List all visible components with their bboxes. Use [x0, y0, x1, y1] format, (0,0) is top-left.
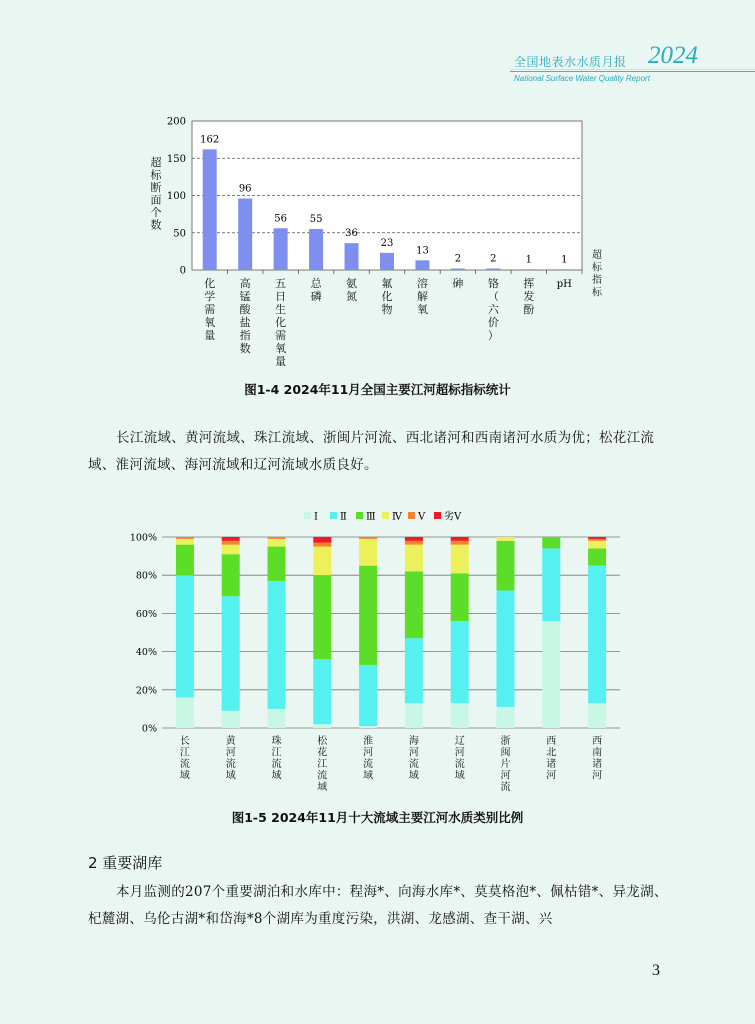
- bar: [380, 253, 394, 270]
- x-tick-label-char: 诸: [546, 759, 557, 770]
- stacked-segment: [588, 566, 606, 704]
- legend-swatch: [408, 512, 415, 519]
- x-tick-label: [240, 276, 252, 355]
- x-tick-label-char: 流: [500, 782, 511, 793]
- x-tick-label: [488, 277, 500, 342]
- x-tick-label: [204, 276, 215, 342]
- stacked-segment: [176, 537, 194, 539]
- y-tick-label: 60%: [135, 608, 157, 620]
- river-summary-paragraph: [88, 425, 678, 479]
- x-axis-label-char: 标: [592, 262, 602, 274]
- x-tick-label-char: 砷: [452, 277, 464, 290]
- x-tick-label: [592, 735, 602, 782]
- figure2-caption: 图1-5 2024年11月十大流域主要江河水质类别比例: [231, 810, 524, 825]
- x-tick-label-char: 浙: [500, 736, 511, 747]
- river-summary-text: 长江流域、黄河流域、珠江流域、浙闽片河流、西北诸河和西南诸河水质为优；松花江流域、淮河流域、海河流域和辽河流域水质良好。: [88, 430, 655, 473]
- legend-swatch: [330, 512, 337, 519]
- x-tick-label-char: 锰: [239, 290, 251, 303]
- y-axis-label-char: 面: [150, 193, 162, 207]
- stacked-segment: [405, 545, 423, 572]
- data-label: 2: [454, 253, 462, 265]
- legend-label: Ⅰ: [314, 511, 318, 523]
- legend-swatch: [434, 512, 441, 519]
- x-tick-label: [409, 734, 419, 782]
- stacked-segment: [542, 537, 560, 548]
- x-tick-label-char: 氟: [381, 277, 393, 290]
- y-tick-label: 40%: [135, 647, 157, 659]
- data-label: 55: [309, 214, 323, 226]
- stacked-segment: [176, 539, 194, 545]
- stacked-segment: [176, 545, 194, 576]
- x-tick-label-char: 河: [500, 770, 511, 782]
- x-tick-label-char: 溶: [416, 277, 428, 290]
- stacked-segment: [405, 537, 423, 541]
- x-tick-label-char: 五: [275, 277, 287, 290]
- data-label: 162: [200, 134, 220, 146]
- legend-label: Ⅱ: [340, 511, 347, 523]
- stacked-segment: [268, 539, 286, 547]
- stacked-segment: [313, 543, 331, 547]
- x-tick-label-char: 域: [408, 770, 419, 782]
- y-tick-label: 0%: [141, 723, 157, 735]
- stacked-segment: [268, 547, 286, 581]
- x-tick-label-char: 发: [523, 290, 535, 303]
- x-tick-label-char: 数: [239, 342, 251, 355]
- stacked-segment: [542, 548, 560, 621]
- x-tick-label-char: 河: [225, 747, 236, 759]
- stacked-segment: [588, 703, 606, 728]
- bar: [415, 260, 429, 270]
- stacked-segment: [313, 537, 331, 543]
- data-label: 36: [345, 228, 358, 240]
- stacked-segment: [451, 573, 469, 621]
- legend-label: 劣Ⅴ: [444, 511, 462, 523]
- x-tick-label-char: 域: [179, 770, 190, 782]
- x-tick-label-char: 西: [546, 736, 557, 747]
- x-tick-label-char: 价: [487, 316, 499, 329]
- y-tick-label: 0: [179, 265, 186, 277]
- header-year: 2024: [648, 42, 698, 69]
- x-tick-label: [501, 734, 511, 793]
- x-tick-label-char: 域: [271, 770, 282, 782]
- x-tick-label-char: 淮: [363, 736, 374, 747]
- section-paragraph: [88, 879, 678, 933]
- x-axis-label-char: 指: [592, 275, 602, 286]
- x-tick-label-char: 六: [487, 303, 499, 316]
- bar: [203, 149, 217, 270]
- stacked-segment: [268, 581, 286, 709]
- stacked-segment: [497, 541, 515, 591]
- x-tick-label-char: 物: [381, 303, 393, 316]
- stacked-segment: [359, 665, 377, 726]
- data-label: 2: [490, 253, 497, 265]
- stacked-segment: [313, 575, 331, 659]
- stacked-segment: [405, 703, 423, 728]
- bar: [451, 269, 465, 270]
- x-tick-label-char: 指: [239, 329, 251, 342]
- stacked-segment: [451, 545, 469, 574]
- stacked-segment: [588, 548, 606, 565]
- stacked-segment: [588, 537, 606, 539]
- x-tick-label: [311, 277, 323, 303]
- x-tick-label-char: 磷: [310, 290, 322, 303]
- x-tick-label: [523, 276, 534, 316]
- x-tick-label-char: 需: [275, 329, 287, 342]
- x-axis-label: [592, 248, 603, 299]
- stacked-segment: [451, 621, 469, 703]
- stacked-segment: [222, 541, 240, 545]
- stacked-segment: [405, 571, 423, 638]
- x-tick-label-char: 域: [363, 770, 374, 782]
- x-tick-label-char: 流: [179, 759, 190, 770]
- y-tick-label: 150: [166, 153, 186, 165]
- stacked-segment: [268, 709, 286, 728]
- x-tick-label: [180, 735, 190, 782]
- legend-label: Ⅴ: [418, 511, 426, 523]
- stacked-segment: [497, 590, 515, 707]
- stacked-segment: [497, 707, 515, 728]
- x-tick-label-char: 日: [275, 290, 287, 303]
- x-tick-label-char: 江: [271, 747, 282, 759]
- data-label: 96: [238, 183, 252, 195]
- x-tick-label-char: 诸: [592, 759, 603, 770]
- x-tick-label-char: 铬: [487, 277, 499, 290]
- bar: [345, 243, 359, 270]
- stacked-segment: [359, 726, 377, 728]
- stacked-segment: [451, 703, 469, 728]
- x-tick-label-char: 珠: [271, 736, 282, 747]
- x-tick-label: [317, 734, 328, 793]
- stacked-segment: [313, 659, 331, 724]
- stacked-segment: [588, 539, 606, 541]
- x-tick-label-char: 化: [381, 290, 393, 303]
- legend-label: Ⅳ: [392, 511, 402, 523]
- x-tick-label-char: 辽: [454, 736, 465, 747]
- stacked-segment: [313, 547, 331, 576]
- legend-swatch: [356, 512, 363, 519]
- exceedance-bar-chart: [0, 0, 755, 380]
- water-quality-stacked-chart: [0, 500, 755, 800]
- x-tick-label-char: 量: [275, 355, 287, 368]
- stacked-segment: [451, 537, 469, 541]
- x-tick-label-char: 长: [179, 736, 190, 747]
- x-tick-label-char: 氮: [346, 290, 358, 303]
- y-axis-label-char: 数: [150, 218, 162, 232]
- x-tick-label: [546, 735, 556, 782]
- stacked-segment: [451, 541, 469, 545]
- x-tick-label-char: 河: [454, 747, 465, 759]
- x-tick-label-char: 氨: [346, 277, 358, 290]
- x-tick-label-char: 域: [317, 782, 328, 793]
- x-tick-label-char: 海: [408, 736, 419, 747]
- figure1-caption: 图1-4 2024年11月全国主要江河超标指标统计: [244, 382, 511, 397]
- y-axis-label: [151, 155, 163, 232]
- stacked-segment: [359, 539, 377, 566]
- header-title: 全国地表水水质月报: [514, 55, 627, 69]
- x-tick-label-char: 化: [204, 277, 216, 290]
- x-tick-label-char: 域: [454, 770, 465, 782]
- x-tick-label-char: 流: [271, 759, 282, 770]
- legend-label: Ⅲ: [366, 511, 376, 523]
- x-tick-label-char: 黄: [225, 736, 236, 747]
- x-tick-label: [417, 276, 428, 316]
- stacked-segment: [222, 596, 240, 711]
- stacked-segment: [405, 638, 423, 703]
- x-tick-label-char: 盐: [239, 316, 251, 329]
- x-tick-label-char: 西: [592, 736, 603, 747]
- x-tick-label-char: 流: [408, 759, 419, 770]
- y-tick-label: 50: [173, 228, 186, 240]
- y-axis-label-char: 超: [150, 156, 162, 169]
- y-tick-label: 80%: [135, 570, 157, 582]
- stacked-segment: [405, 541, 423, 545]
- x-tick-label-char: 南: [592, 747, 603, 759]
- x-tick-label-char: 酚: [523, 303, 535, 316]
- x-tick-label-char: 域: [225, 770, 236, 782]
- x-tick-label-char: 学: [204, 290, 216, 303]
- x-tick-label-char: 解: [416, 290, 428, 303]
- data-label: 1: [525, 254, 533, 266]
- x-tick-label: [382, 276, 393, 316]
- bar: [238, 198, 252, 270]
- stacked-segment: [497, 537, 515, 541]
- x-tick-label-char: 流: [317, 770, 328, 782]
- stacked-segment: [313, 724, 331, 728]
- x-tick-label-char: 量: [204, 329, 216, 342]
- data-label: 1: [561, 254, 568, 266]
- x-tick-label-char: 河: [408, 747, 419, 759]
- x-tick-label-char: 氧: [275, 342, 287, 355]
- stacked-segment: [222, 711, 240, 728]
- header-subtitle: National Surface Water Quality Report: [514, 74, 650, 83]
- x-tick-label-char: （: [487, 290, 499, 303]
- x-tick-label-char: 闽: [500, 747, 511, 759]
- x-tick-label: [455, 735, 465, 782]
- x-axis-label-char: 标: [592, 287, 602, 299]
- y-tick-label: 200: [166, 116, 186, 128]
- x-tick-label-char: 北: [546, 747, 557, 759]
- data-label: 13: [416, 245, 429, 257]
- stacked-segment: [268, 537, 286, 539]
- x-tick-label-char: 片: [500, 759, 511, 770]
- x-tick-label-char: 氧: [416, 303, 428, 316]
- stacked-segment: [588, 541, 606, 549]
- y-axis-label-char: 标: [150, 168, 162, 182]
- x-tick-label-char: 江: [317, 759, 328, 770]
- x-tick-label-char: 流: [363, 759, 374, 770]
- y-axis-label-char: 断: [150, 181, 162, 194]
- x-tick-label-char: 挥: [523, 277, 535, 290]
- x-tick-label: [275, 277, 286, 368]
- bar: [309, 229, 323, 270]
- x-tick-label-char: 江: [179, 747, 190, 759]
- stacked-segment: [542, 621, 560, 728]
- y-tick-label: 100%: [129, 532, 157, 544]
- stacked-segment: [359, 537, 377, 539]
- x-tick-label-char: 总: [310, 277, 322, 290]
- x-tick-label-char: 河: [546, 770, 557, 782]
- x-axis-label-char: 超: [592, 250, 602, 261]
- bar: [557, 269, 571, 270]
- x-tick-label-char: 河: [363, 747, 374, 759]
- x-tick-label: [272, 734, 282, 782]
- bar: [522, 269, 536, 270]
- x-tick-label-char: 生: [275, 303, 287, 316]
- bar: [274, 228, 288, 270]
- stacked-segment: [176, 697, 194, 728]
- x-tick-label-char: 花: [317, 747, 328, 759]
- stacked-segment: [359, 566, 377, 665]
- legend-swatch: [382, 512, 389, 519]
- x-tick-label-char: 河: [592, 770, 603, 782]
- data-label: 23: [380, 237, 394, 249]
- stacked-segment: [222, 545, 240, 555]
- x-tick-label: [226, 734, 237, 782]
- stacked-segment: [222, 554, 240, 596]
- x-tick-label-char: ）: [487, 329, 499, 342]
- bar: [486, 269, 500, 270]
- x-tick-label: [363, 734, 373, 782]
- legend: [304, 510, 462, 523]
- x-tick-label-char: 化: [275, 316, 287, 329]
- x-tick-label-char: 酸: [239, 303, 251, 316]
- x-tick-label: [346, 276, 357, 303]
- y-axis-label-char: 个: [150, 206, 162, 219]
- data-label: 56: [274, 213, 288, 225]
- x-tick-label-char: 需: [204, 303, 216, 316]
- x-tick-label-char: 高: [239, 277, 251, 290]
- section-text: 本月监测的207个重要湖泊和水库中：程海*、向海水库*、莫莫格泡*、佩枯错*、异龙湖、杞麓湖、乌伦古湖*和岱海*8个湖库为重度污染，洪湖、龙感湖、查干湖、兴: [88, 884, 668, 927]
- section-title: 2 重要湖库: [88, 854, 163, 872]
- x-tick-label: pH: [556, 279, 572, 290]
- x-tick-label-char: 氧: [204, 316, 216, 329]
- stacked-segment: [222, 537, 240, 541]
- page-number: 3: [652, 962, 660, 979]
- stacked-segment: [176, 575, 194, 697]
- y-tick-label: 20%: [135, 685, 157, 697]
- x-tick-label-char: 流: [225, 759, 236, 770]
- y-tick-label: 100: [166, 191, 186, 202]
- legend-swatch: [304, 512, 311, 519]
- x-tick-label: [452, 276, 463, 290]
- x-tick-label-char: 松: [317, 736, 328, 747]
- x-tick-label-char: 流: [454, 759, 465, 770]
